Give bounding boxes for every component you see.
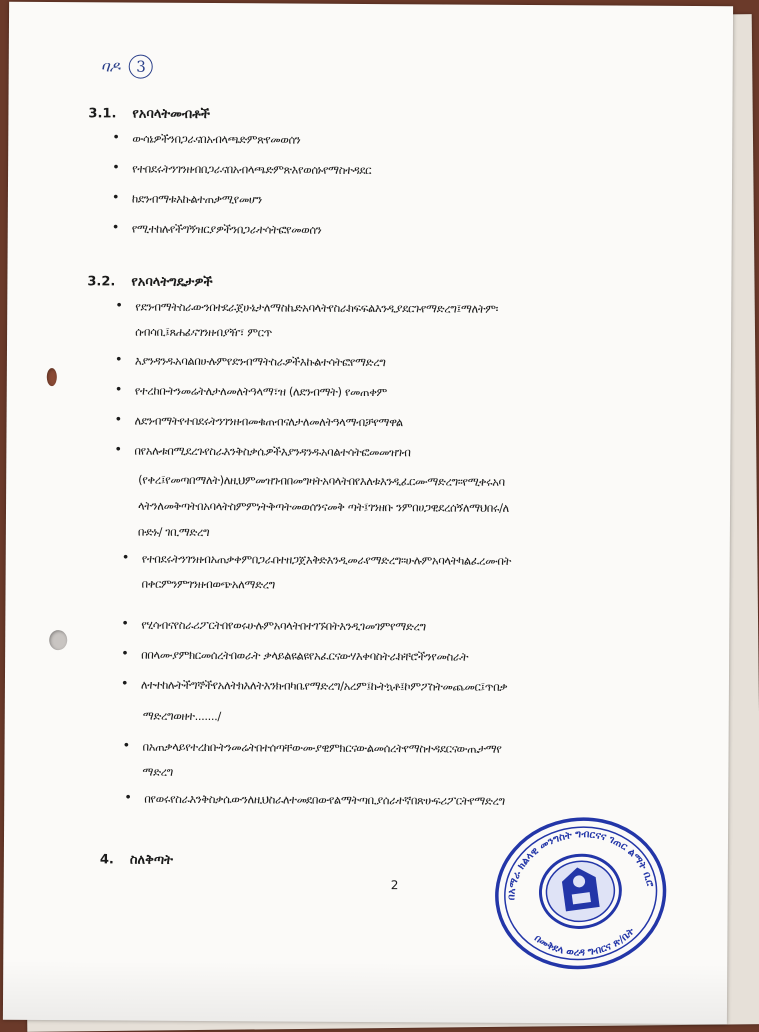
list-item: • ከደንብማቱእኩልተጠቃሚየመሆን [132,191,371,208]
list-item: • የተረከቡትንመሬትለታለመለትዓላማ፣ዝ (ለደንብማት) የመጠቀም [135,383,411,401]
list-item: • በበላሙያምክርመሰረትበወራት ቃላይልዩልዩየአፈርናውሃእቀባስትራክቸሮችንየመስራት [141,647,507,665]
section-number: 3.2. [87,274,116,290]
list-item: • የደንብማትስራውንበተደራጀሁኔታለማስኬድአባላትየስራክፍፍልእንዲያደርጉየማድረግ፤ማለትም፡ [135,299,498,317]
section-3-2-heading [87,274,212,290]
section-title: ስለቅጣት [129,852,173,868]
handwritten-annotation [101,54,153,78]
list-item: • ለደንብማትየተበደሩትንገንዘብመቁጠብናለታለመለትዓላማብቻየማዋል [135,413,411,431]
handwritten-circled-number: 3 [129,55,153,79]
punch-hole [49,630,67,650]
official-stamp [491,813,670,974]
section-3-2-list [144,791,505,809]
list-item: • የተበደሩትንገንዘብአጠቃቀምበጋራበተዘጋጀእቅድእንዲመራየማድረግ፡፡ሁሉምአባላትካልፈረሙበት [142,551,511,569]
section-3-2-list [135,299,498,317]
paper-tear-mark [47,368,57,386]
page-shadow [3,960,727,1024]
section-3-2-list [143,739,502,757]
section-number: 4. [99,852,114,868]
section-title: የአባላትመብቶች [132,106,211,123]
section-3-1-list [132,131,372,238]
list-item: • ውሳኔዎችንበጋራናበአብላጫድምጽየመወሰን [132,131,371,148]
list-item-continuation: በቀርምንምገንዘብወጭአለማድረግ [141,576,276,592]
list-item: • እያንዳንዱአባልበሁሉምየደንብማትስራዎችእኩልተሳትፎየማድረግ [135,353,411,371]
section-3-2-list [142,551,511,569]
section-number: 3.1. [88,106,117,122]
page-number: 2 [390,878,399,893]
list-item: • ለተተከሉትችግኞችየአለትክእለትእንክብካቤየማድረግ/አረም፤ኩትኳቶ፤ኮምፖስትመጨመር፤ጥበቃ [141,677,507,695]
document-page [3,2,733,1024]
stamp-inner-text: በመቅደላ ወረዳ ግብርና ጽ/ቤት [532,926,637,959]
section-4-heading [100,852,173,867]
list-item: • የተበደሩትንገንዘብበጋራናበአብላጫድምጽእየወሰኑየማስተዳደር [132,161,371,178]
list-item-continuation: ቡድኑ/ ገቢማድረግ [137,524,210,540]
list-item: • በአጠቃላይየተረከቡትንመሬትበተሰጣቸውሙያዊምክርናውልመሰረትየማስተዳደርናውጤታማየ [143,739,502,757]
section-title: የአባላትግዴታዎች [131,274,213,291]
handwritten-note: ባዶ [100,57,121,76]
list-item-continuation: ላትንለመቅጣትበአባላትስምምነትቅጣትመወሰንናመቅ ጣት፤ገንዘቡ ንምበሀጋዊደረሰኝለማህበሩ/ለ [137,498,509,515]
section-3-2-list [141,617,508,695]
stamp-outer-text: በአማራ ክልላዊ መንግስት ግብርናና ገጠር ልማት ቢሮ [506,829,656,901]
list-item: • በየወሩየስራእንቅስቃሴውንለዚህስራለተመደበውየልማትጣቢያሰራተኛበጽሁፍሪፖርትየማድረግ [144,791,505,809]
section-3-2-list [134,353,411,461]
list-item-continuation: (የቀረ፤የመጣበማለት)ለዚህምመዝገብበመግዛትአባላትበየእለቱእንዲፈርሙማድረግ፡፡የሚቀሩአባ [138,472,505,489]
list-item: • የሂሳብናየስራሪፖርትበየወሩሁሉምአባላትበተገኙበትእንዲገመገምየማድረግ [141,617,507,635]
list-item-continuation: ሰብሳቢ፤ጸሐፊናገንዘብያዥ፣ ምርጥ [135,324,272,340]
list-item-continuation: ማድረግ [142,764,173,779]
list-item-continuation: ማድረግወዘተ......./ [142,708,221,724]
list-item: • በየአሉቱበሚደረጉየስራእንቅስቃሴዎችእያንዳንዱአባልተሳትፎመመዝገብ [134,443,410,461]
section-3-1-heading [88,106,210,122]
list-item: • የሚተከሉየችግኝዝርያዎችንበጋራተሳትፎየመወሰን [132,221,371,238]
